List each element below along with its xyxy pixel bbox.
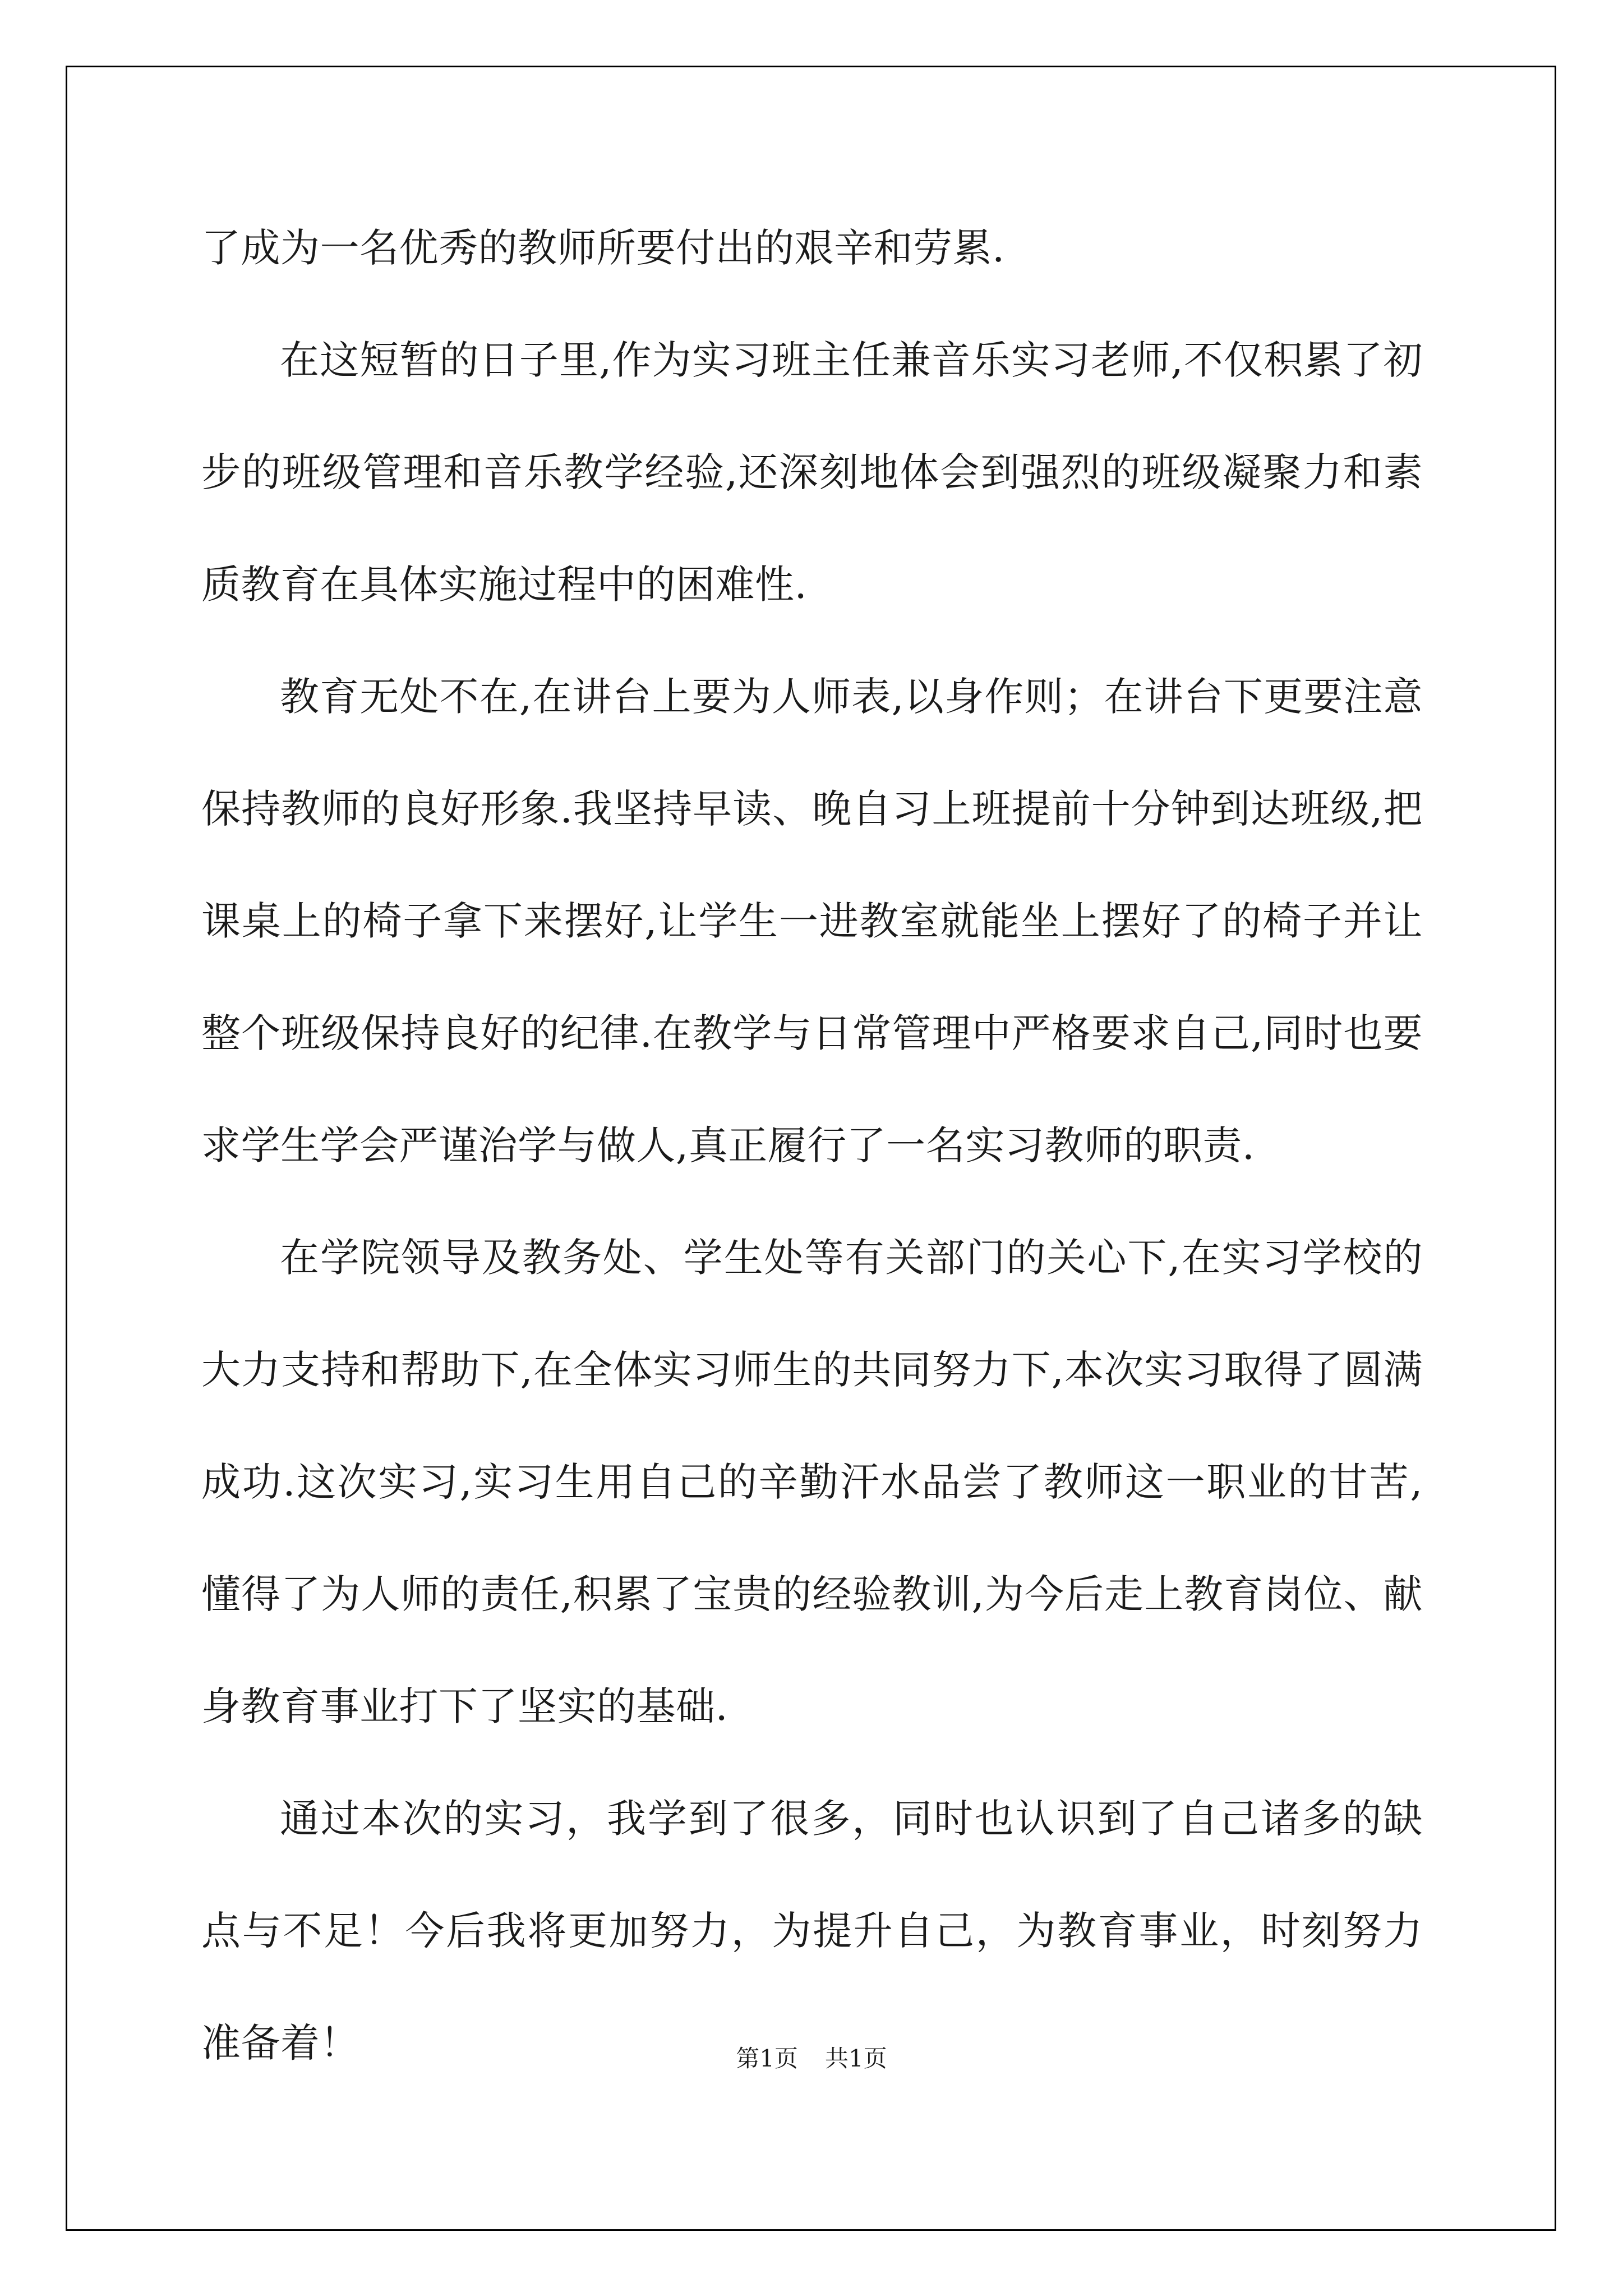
paragraph: 通过本次的实习，我学到了很多，同时也认识到了自己诸多的缺点与不足！今后我将更加努力，为提升自己，为教育事业，时刻努力准备着！ <box>201 1796 1423 2066</box>
paragraph: 教育无处不在,在讲台上要为人师表,以身作则；在讲台下更要注意保持教师的良好形象.我坚持早读、晚自习上班提前十分钟到达班级,把课桌上的椅子拿下来摆好,让学生一进教室就能坐上摆好了的椅子并让整个班级保持良好的纪律.在教学与日常管理中严格要求自己,同时也要求学生学会严谨治学与做人,真正履行了一名实习教师的职责. <box>201 674 1423 1168</box>
page-footer <box>0 2042 1623 2076</box>
paragraph: 在这短暂的日子里,作为实习班主任兼音乐实习老师,不仅积累了初步的班级管理和音乐教学经验,还深刻地体会到强烈的班级凝聚力和素质教育在具体实施过程中的困难性. <box>201 337 1423 608</box>
paragraph: 在学院领导及教务处、学生处等有关部门的关心下,在实习学校的大力支持和帮助下,在全体实习师生的共同努力下,本次实习取得了圆满成功.这次实习,实习生用自己的辛勤汗水品尝了教师这一职业的甘苦,懂得了为人师的责任,积累了宝贵的经验教训,为今后走上教育岗位、献身教育事业打下了坚实的基础. <box>201 1235 1423 1729</box>
page-number: 第1页 <box>736 2045 798 2072</box>
page-total: 共1页 <box>825 2045 887 2072</box>
paragraph-continuation: 了成为一名优秀的教师所要付出的艰辛和劳累. <box>201 225 1005 271</box>
document-body <box>201 192 1423 2099</box>
